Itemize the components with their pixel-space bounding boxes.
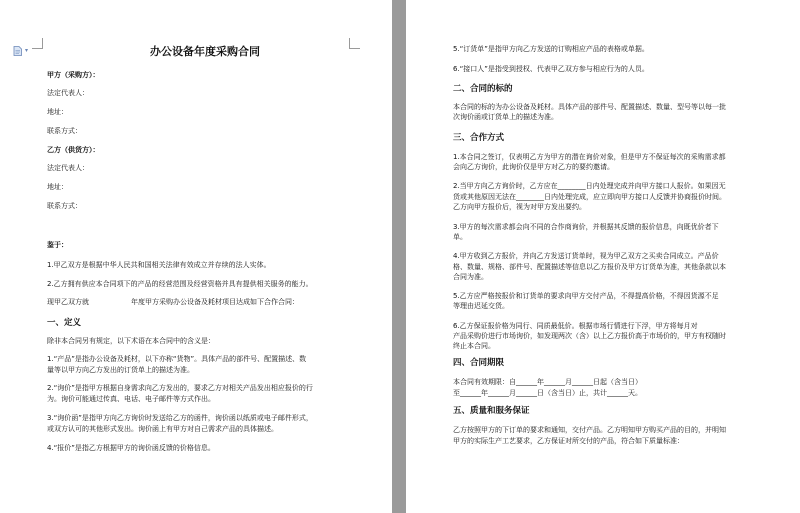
term-line-1: 本合同有效期限：自______年______月______日起（含当日） (453, 378, 642, 386)
section-term-heading: 四、合同期限 (453, 358, 505, 368)
crop-mark-top-right (349, 38, 360, 49)
definition-2-line-1: 2.“询价”是指甲方根据自身需求向乙方发出的，要求乙方对相关产品发出相应报价的行 (47, 384, 313, 392)
section-definitions-heading: 一、定义 (47, 318, 82, 328)
whereas-item-2: 2.乙方拥有供应本合同项下的产品的经营范围及经营资格并具有提供相关服务的能力。 (47, 280, 313, 288)
cooperation-2-line-3: 乙方向甲方报价后，视为对甲方发出要约。 (453, 203, 586, 211)
definition-3-line-1: 3.“询价函”是指甲方向乙方询价时发送给乙方的函件，询价函以纸质或电子邮件形式， (47, 414, 313, 422)
definition-4: 4.“报价”是指乙方根据甲方的询价函反馈的价格信息。 (47, 444, 215, 452)
cooperation-4-line-1: 4.甲方收到乙方报价，并向乙方发送订货单时，视为甲乙双方之买卖合同成立。产品价 (453, 252, 719, 260)
party-b-address: 地址： (47, 183, 68, 191)
definition-1-line-2: 量等以甲方向乙方发出的订货单上的描述为准。 (47, 366, 194, 374)
whereas-heading: 鉴于： (47, 241, 68, 249)
cooperation-6-line-1: 6.乙方保证报价格为同行、同质最低价。根据市场行情进行下浮，甲方将每月对 (453, 322, 698, 330)
subject-line-1: 本合同的标的为办公设备及耗材。具体产品的部件号、配置描述、数量、型号等以每一批 (453, 103, 726, 111)
definitions-intro: 除非本合同另有规定，以下术语在本合同中的含义是： (47, 337, 215, 345)
document-page-left (0, 0, 392, 513)
party-a-heading: 甲方（采购方）： (47, 71, 100, 79)
party-a-address: 地址： (47, 108, 68, 116)
definition-3-line-2: 或双方认可的其他形式发出。询价函上有甲方对自己需求产品的具体描述。 (47, 425, 278, 433)
definition-6: 6.“接口人”是指受到授权、代表甲乙双方参与相应行为的人员。 (453, 65, 649, 73)
definition-2-line-2: 为。询价可能通过传真、电话、电子邮件等方式作出。 (47, 395, 215, 403)
section-subject-heading: 二、合同的标的 (453, 84, 513, 94)
document-title: 办公设备年度采购合同 (150, 45, 260, 58)
cooperation-2-line-2: 货或其他原因无法在________日内处理完成，应立即向甲方接口人反馈并协商报价时间。 (453, 193, 726, 201)
crop-mark-top-left (32, 38, 43, 49)
cooperation-4-line-2: 格、数量、规格、部件号、配置描述等信息以乙方报价及甲方订货单为准，其他条款以本 (453, 263, 726, 271)
cooperation-6-line-3: 终止本合同。 (453, 342, 495, 350)
cooperation-3-line-1: 3.甲方的每次需求都会向不同的合作商询价，并根据其反馈的报价信息，向既优价者下 (453, 223, 719, 231)
party-b-heading: 乙方（供货方）： (47, 146, 100, 154)
term-line-2: 至______年______月______日（含当日）止，共计______天。 (453, 389, 642, 397)
whereas-item-3: 现甲乙双方就 年度甲方采购办公设备及耗材项目达成如下合作合同： (47, 298, 299, 306)
quality-line-2: 甲方的实际生产工艺要求，乙方保证对所交付的产品，符合如下质量标准： (453, 437, 684, 445)
definition-1-line-1: 1.“产品”是指办公设备及耗材，以下亦称“货物”。具体产品的部件号、配置描述、数 (47, 355, 307, 363)
document-page-right (406, 0, 800, 513)
party-a-contact: 联系方式： (47, 127, 82, 135)
cooperation-2-line-1: 2.当甲方向乙方询价时，乙方应在________日内处理完成并向甲方接口人报价。如果因无 (453, 182, 726, 190)
cooperation-4-line-3: 合同为准。 (453, 273, 488, 281)
party-b-contact: 联系方式： (47, 202, 82, 210)
quality-line-1: 乙方按照甲方的下订单的要求和通知，交付产品。乙方明知甲方购买产品的目的，并明知 (453, 426, 726, 434)
cooperation-1-line-1: 1.本合同之签订，仅表明乙方为甲方的潜在询价对象，但是甲方不保证每次的采购需求都 (453, 153, 726, 161)
cooperation-3-line-2: 单。 (453, 233, 467, 241)
party-a-rep: 法定代表人： (47, 89, 89, 97)
document-icon[interactable] (13, 46, 22, 56)
cooperation-5-line-2: 等理由迟延交货。 (453, 302, 509, 310)
cooperation-6-line-2: 产品采购价进行市场询价，如发现两次（含）以上乙方报价高于市场价的，甲方有权随时 (453, 332, 726, 340)
dropdown-caret-icon[interactable]: ▾ (25, 47, 29, 54)
whereas-item-1: 1.甲乙双方是根据中华人民共和国相关法律有效成立并存续的法人实体。 (47, 261, 271, 269)
definition-5: 5.“订货单”是指甲方向乙方发送的订购相应产品的表格或单据。 (453, 45, 649, 53)
section-cooperation-heading: 三、合作方式 (453, 133, 505, 143)
section-quality-heading: 五、质量和服务保证 (453, 406, 530, 416)
party-b-rep: 法定代表人： (47, 164, 89, 172)
cooperation-5-line-1: 5.乙方应严格按报价和订货单的要求向甲方交付产品，不得提高价格，不得因货源不足 (453, 292, 719, 300)
subject-line-2: 次询价函或订货单上的描述为准。 (453, 113, 558, 121)
cooperation-1-line-2: 会向乙方询价，此询价仅是甲方对乙方的要约邀请。 (453, 163, 614, 171)
